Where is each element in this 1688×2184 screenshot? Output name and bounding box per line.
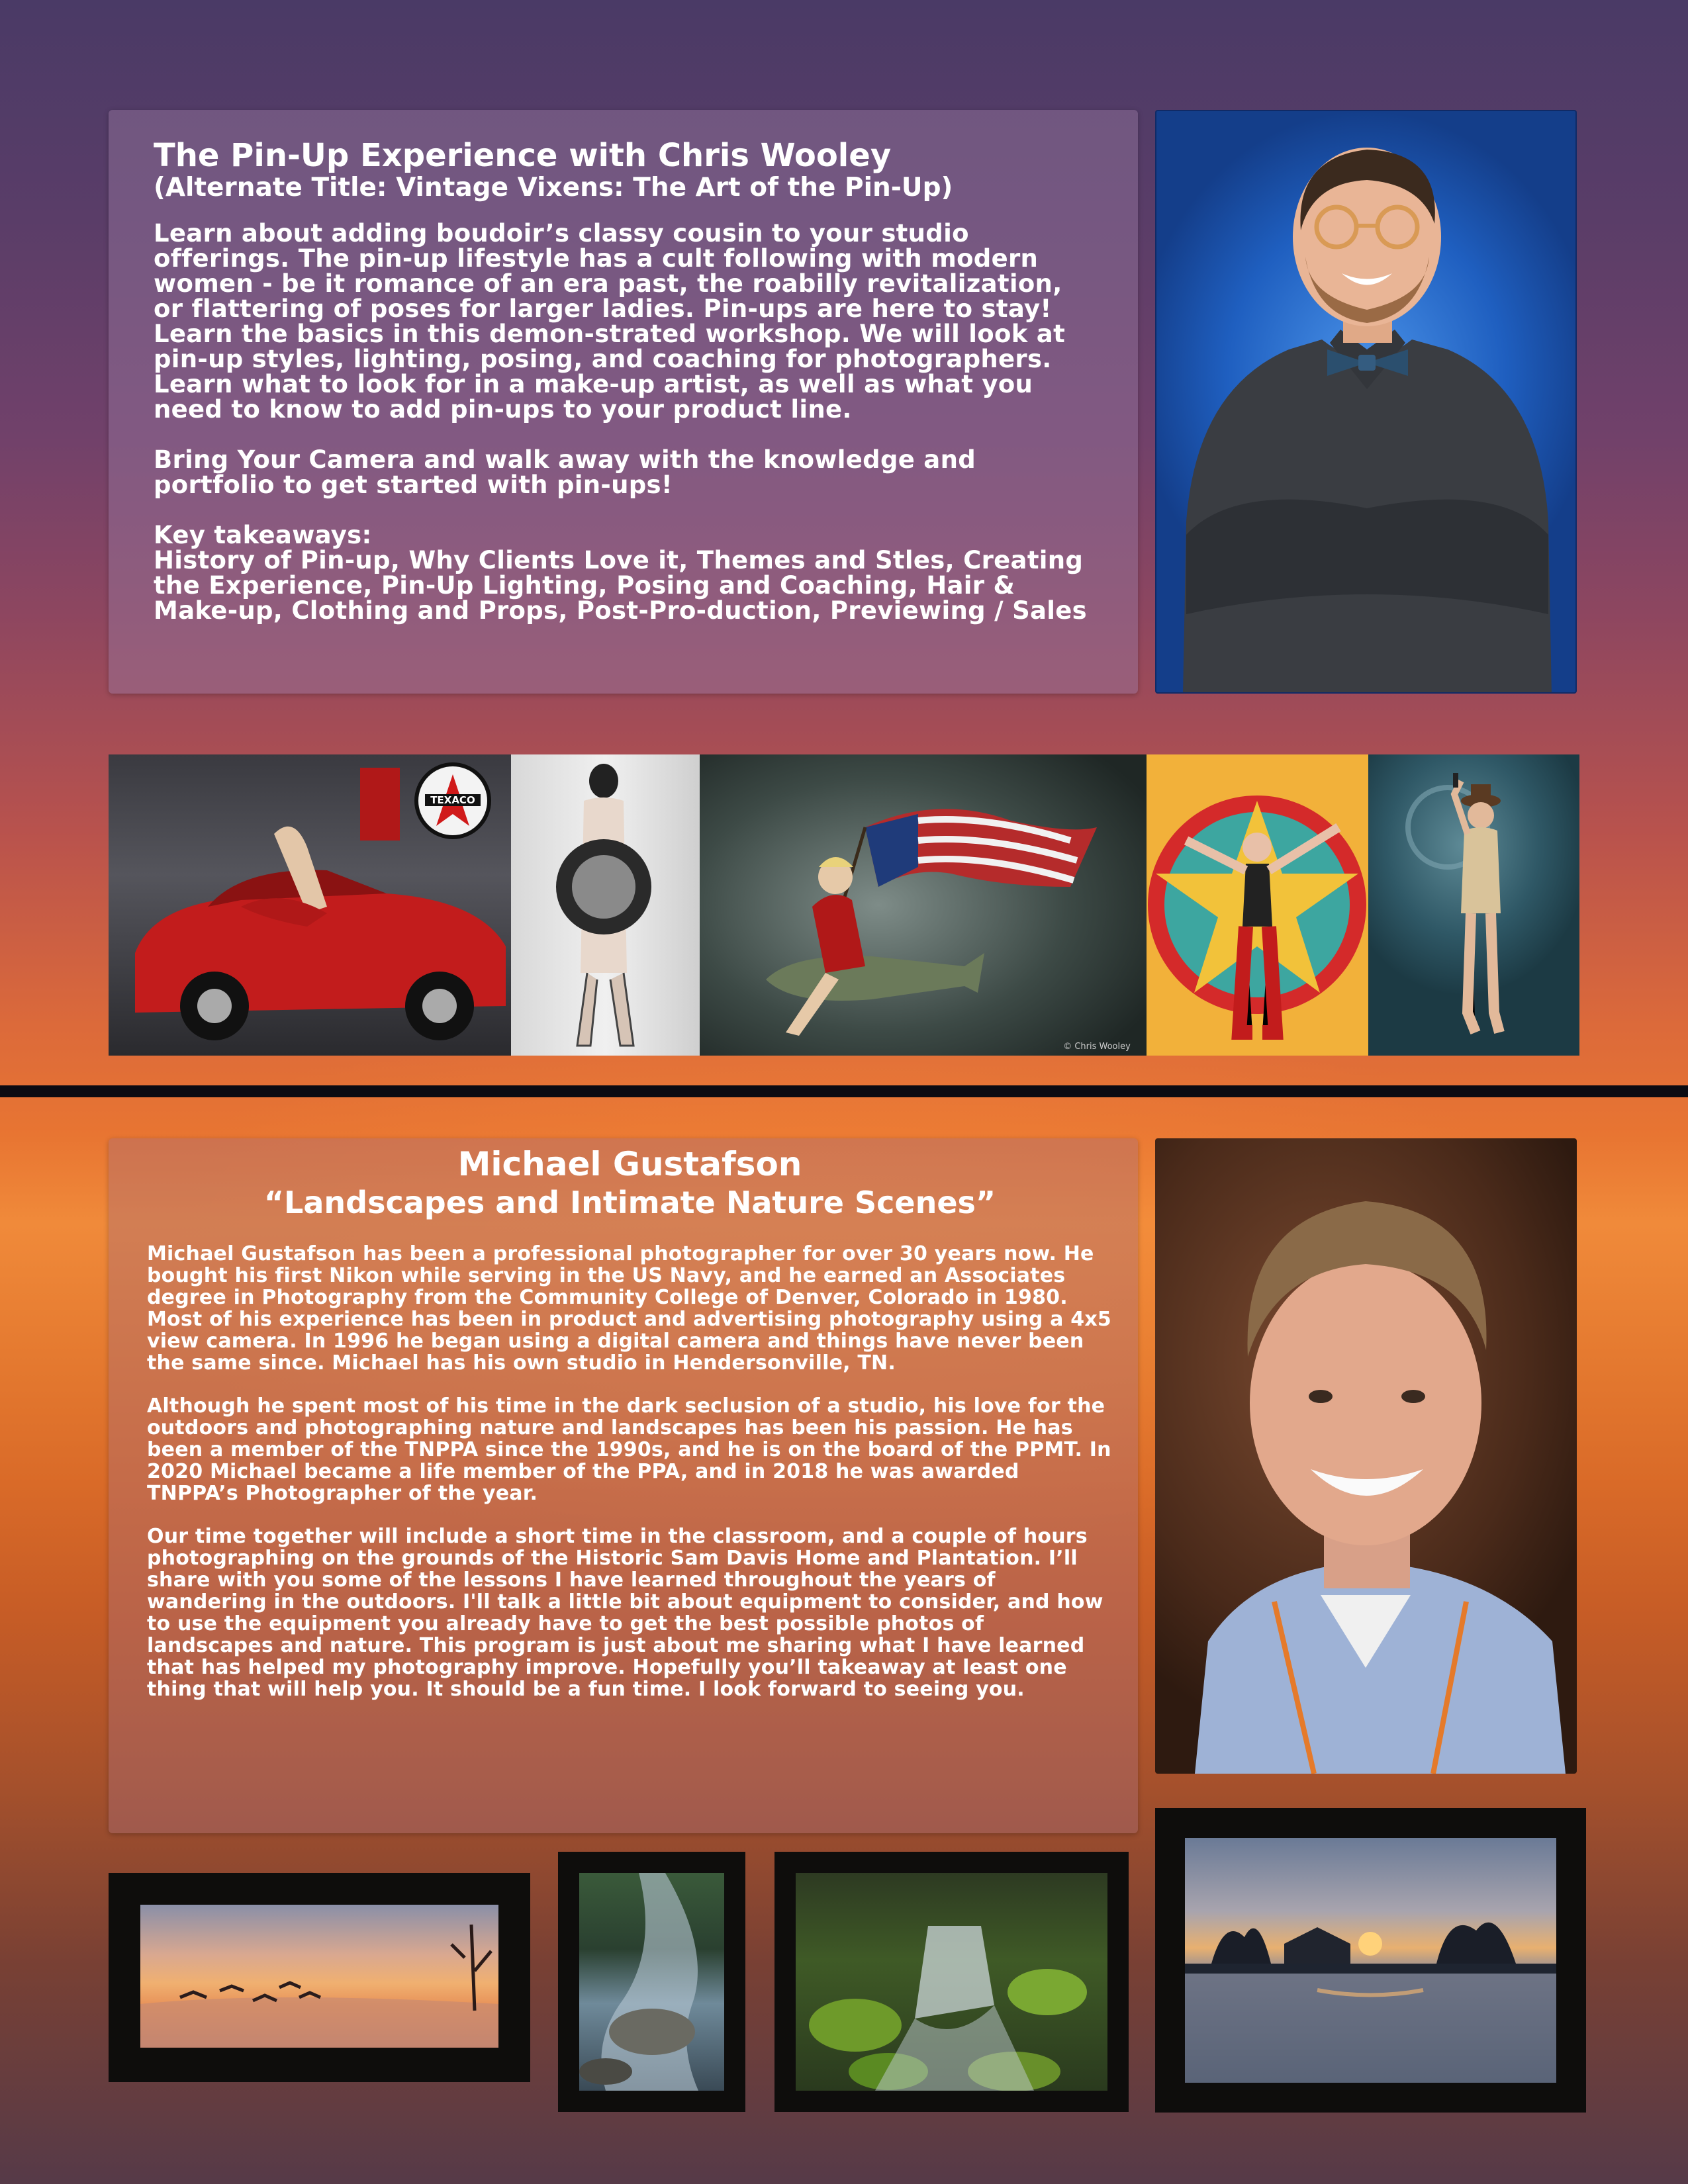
speaker-name: Michael Gustafson	[457, 1145, 802, 1183]
description	[154, 221, 1098, 623]
session-title: The Pin-Up Experience with Chris Wooley	[154, 137, 892, 174]
landscape-creek	[579, 1873, 724, 2091]
pinup-photo-star-target	[1147, 754, 1368, 1056]
landscape-frame-mossy-falls	[774, 1852, 1129, 2112]
texaco-sign-text: TEXACO	[430, 794, 475, 806]
bio	[147, 1243, 1113, 1700]
chris-wooley-text-panel	[109, 110, 1138, 694]
takeaways-label: Key takeaways:	[154, 521, 372, 549]
photo-watermark: © Chris Wooley	[1063, 1042, 1131, 1052]
landscape-misty-lake	[1185, 1838, 1556, 2083]
landscape-frame-birds-sunrise	[109, 1873, 530, 2082]
takeaways-list: History of Pin-up, Why Clients Love it, Themes and Stles, Creating the Experience, Pin-Up Lighting, Posing and Coaching, Hair & Make-up, Clothing and Props, Post-Pro-duction, Previewing / Sales	[154, 546, 1087, 625]
michael-gustafson-portrait	[1155, 1138, 1577, 1774]
description-paragraph-1: Learn about adding boudoir’s classy cousin to your studio offerings. The pin-up lifestyle has a cult following with modern women - be it romance of an era past, the roabilly revitalization, or flattering of poses for larger ladies. Pin-ups are here to stay! Learn the basics in this demon-strated workshop. We will look at pin-up styles, lighting, posing, and coaching for photographers. Learn what to look for in a make-up artist, as well as what you need to know to add pin-ups to your product line.	[154, 219, 1066, 424]
description-paragraph-2: Bring Your Camera and walk away with the knowledge and portfolio to get started with pin-ups!	[154, 445, 976, 499]
bio-paragraph-3: Our time together will include a short time in the classroom, and a couple of hours photographing on the grounds of the Historic Sam Davis Home and Plantation. I’ll share with you some of the lessons I have learned throughout the years of wandering in the outdoors. I'll talk a little bit about equipment to consider, and how to use the equipment you already have to get the best possible photos of landscapes and nature. This program is just about me sharing what I have learned that has helped my photography improve. Hopefully you’ll takeaway at least one thing that will help you. It should be a fun time. I look forward to seeing you.	[147, 1525, 1103, 1701]
chris-wooley-portrait	[1155, 110, 1577, 694]
landscape-frame-creek	[558, 1852, 745, 2112]
pinup-photo-flag-rocket	[700, 754, 1147, 1056]
landscape-mossy-falls	[796, 1873, 1107, 2091]
bio-paragraph-1: Michael Gustafson has been a professional photographer for over 30 years now. He bought his first Nikon while serving in the US Navy, and he earned an Associates degree in Photography from the Community College of Denver, Colorado in 1980. Most of his experience has been in product and advertising photography using a 4x5 view camera. In 1996 he began using a digital camera and things have never been the same since. Michael has his own studio in Hendersonville, TN.	[147, 1242, 1111, 1375]
section-divider	[0, 1085, 1688, 1097]
pinup-photo-garage-car	[109, 754, 511, 1056]
portrait-illustration	[1156, 111, 1577, 694]
portrait-illustration-2	[1155, 1138, 1577, 1774]
pinup-photo-gunslinger	[1368, 754, 1579, 1056]
bio-paragraph-2: Although he spent most of his time in the dark seclusion of a studio, his love for the outdoors and photographing nature and landscapes has been his passion. He has been a member of the TNPPA since the 1990s, and he is on the board of the PPMT. In 2020 Michael became a life member of the PPA, and in 2018 he was awarded TNPPA’s Photographer of the year.	[147, 1394, 1111, 1505]
session-subtitle: “Landscapes and Intimate Nature Scenes”	[263, 1185, 996, 1220]
pinup-photo-strip	[109, 754, 1579, 1056]
pinup-photo-bw-drum	[511, 754, 700, 1056]
landscape-frame-misty-lake	[1155, 1808, 1586, 2113]
alternate-title: (Alternate Title: Vintage Vixens: The Art of the Pin-Up)	[154, 173, 953, 203]
landscape-birds-sunrise	[140, 1905, 498, 2048]
michael-gustafson-text-panel	[109, 1138, 1138, 1833]
